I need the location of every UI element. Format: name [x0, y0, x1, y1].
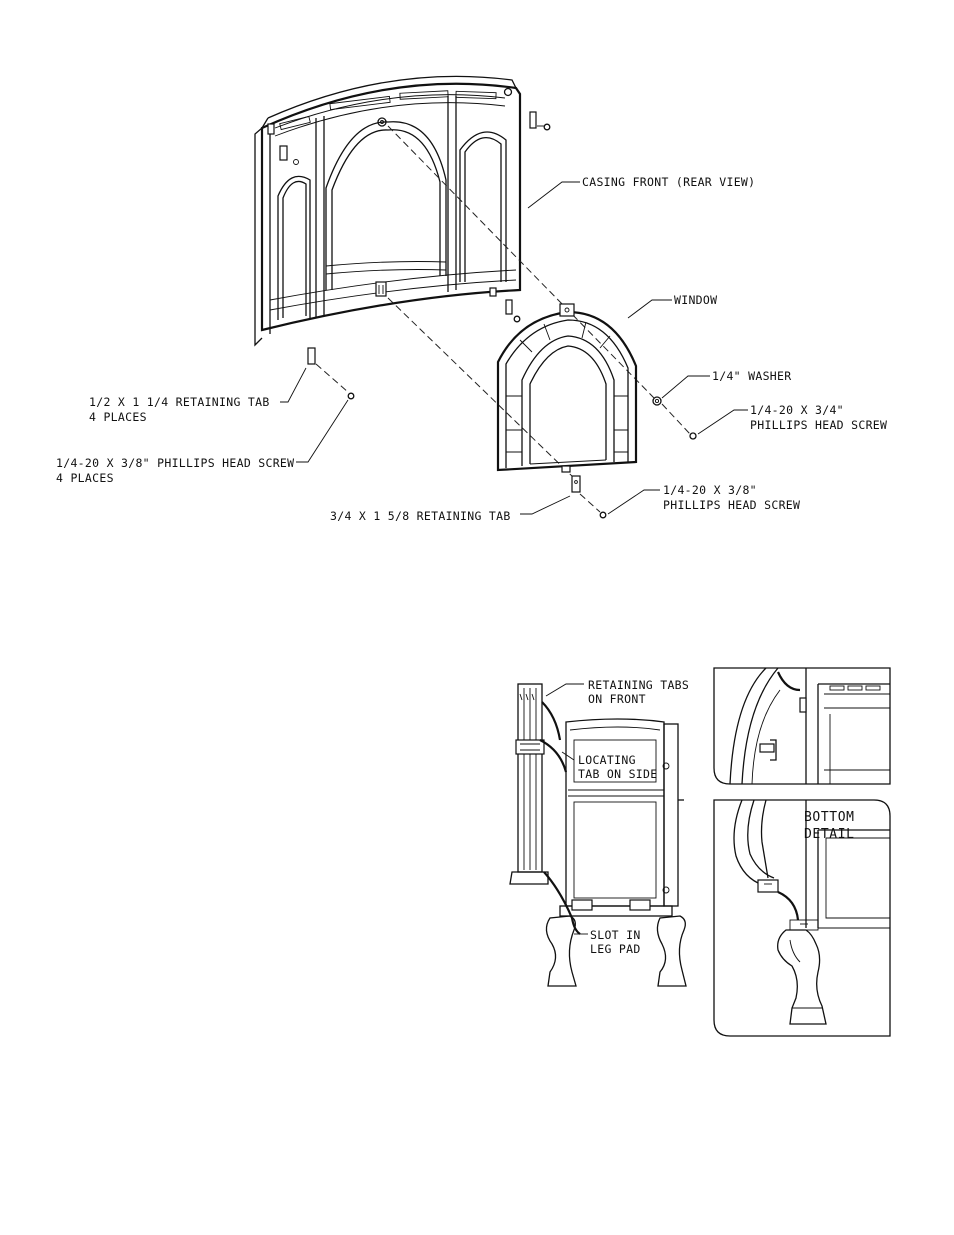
window-drawing [498, 304, 636, 472]
label-locating-tab-line1: LOCATING [578, 753, 636, 767]
bottom-detail-inset [714, 800, 890, 1036]
label-retaining-tabs-line1: RETAINING TABS [588, 678, 690, 692]
top-detail-inset [714, 668, 890, 784]
label-bottom-detail-line1: BOTTOM [804, 810, 855, 825]
top-leader-lines [280, 182, 748, 514]
label-screw-38-line1: 1/4-20 X 3/8" PHILLIPS HEAD SCREW [56, 456, 295, 470]
label-retaining-tabs-line2: ON FRONT [588, 692, 646, 706]
label-window: WINDOW [674, 293, 718, 307]
label-screw-38b-line2: PHILLIPS HEAD SCREW [663, 498, 801, 512]
casing-front-drawing [255, 76, 520, 345]
top-labels [56, 175, 887, 523]
label-casing-front: CASING FRONT (REAR VIEW) [582, 175, 756, 189]
label-screw-38b-line1: 1/4-20 X 3/8" [663, 483, 757, 497]
label-washer: 1/4" WASHER [712, 369, 792, 383]
label-screw-34-line2: PHILLIPS HEAD SCREW [750, 418, 888, 432]
label-tab-small-line2: 4 PLACES [89, 410, 147, 424]
label-bottom-detail-line2: DETAIL [804, 827, 855, 842]
label-tab-small-line1: 1/2 X 1 1/4 RETAINING TAB [89, 395, 270, 409]
bottom-detail-labels [804, 810, 855, 842]
label-screw-38-line2: 4 PLACES [56, 471, 114, 485]
label-slot-line2: LEG PAD [590, 942, 641, 956]
retaining-tabs-and-screws [308, 112, 550, 399]
label-locating-tab-line2: TAB ON SIDE [578, 767, 658, 781]
label-slot-line1: SLOT IN [590, 928, 641, 942]
label-screw-34-line1: 1/4-20 X 3/4" [750, 403, 844, 417]
label-tab-large: 3/4 X 1 5/8 RETAINING TAB [330, 509, 511, 523]
